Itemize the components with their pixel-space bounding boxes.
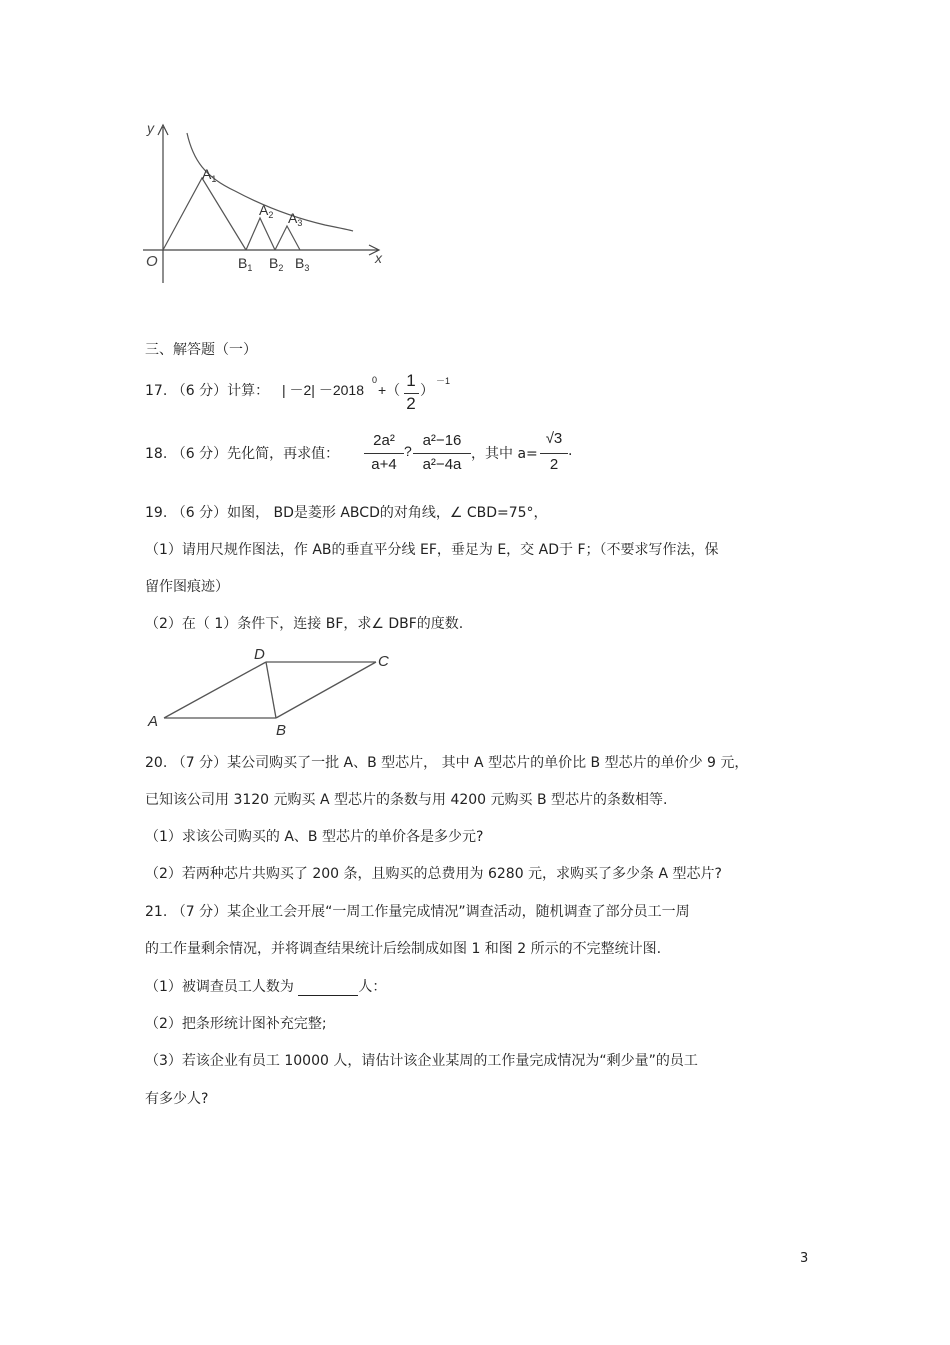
- q18-f1-denominator: a+4: [371, 456, 397, 473]
- q20-line-2: 已知该公司用 3120 元购买 A 型芯片的条数与用 4200 元购买 B 型芯片的条数相等.: [145, 792, 668, 808]
- q17-fraction-denominator: 2: [406, 394, 416, 413]
- edge-ad: [164, 662, 266, 718]
- q18-f1-numerator: 2a²: [373, 432, 395, 449]
- q21-line-4: （2）把条形统计图补充完整;: [145, 1016, 327, 1032]
- q18-f3-denominator: 2: [549, 456, 559, 473]
- q18-f2-numerator: a²−16: [422, 432, 462, 449]
- diagonal-bd: [266, 662, 276, 718]
- q21-line-6: 有多少人?: [145, 1091, 209, 1107]
- figure-hyperbola-triangles: [135, 115, 395, 290]
- q18-f3-numerator: √3: [545, 430, 563, 447]
- q17-expression: | －2| －2018: [282, 382, 364, 398]
- q17-exponent-zero: 0: [372, 375, 378, 385]
- q21-line-2: 的工作量剩余情况，并将调查结果统计后绘制成如图 1 和图 2 所示的不完整统计图.: [145, 941, 662, 957]
- triangle-2: [246, 218, 275, 250]
- q17-exponent-neg1: －1: [436, 376, 451, 386]
- q19-line-3: 留作图痕迹）: [145, 579, 229, 595]
- q17-plus-paren: +（: [378, 382, 401, 398]
- q18-f2-denominator: a²−4a: [422, 456, 462, 473]
- page-number: 3: [800, 1251, 809, 1266]
- vertex-a-label: A: [148, 713, 159, 730]
- q18-end: .: [568, 443, 573, 459]
- q17-fraction-numerator: 1: [406, 371, 416, 390]
- q19-line-2: （1）请用尺规作图法，作 AB的垂直平分线 EF，垂足为 E，交 AD于 F；（不要求写作法，保: [145, 542, 719, 558]
- vertex-d-label: D: [254, 646, 265, 663]
- edge-bc: [276, 662, 376, 718]
- origin-label: O: [146, 253, 158, 270]
- point-a3-label: $A_3$: [288, 210, 303, 228]
- q21-line-3: [145, 976, 386, 996]
- y-axis-label: y: [147, 120, 154, 136]
- vertex-b-label: B: [276, 722, 287, 739]
- q21-line-5: （3）若该企业有员工 10000 人，请估计该企业某周的工作量完成情况为“剩少量”的员工: [145, 1053, 698, 1069]
- triangle-1: [163, 178, 246, 250]
- triangle-3: [275, 226, 300, 250]
- q20-line-4: （2）若两种芯片共购买了 200 条，且购买的总费用为 6280 元，求购买了多少条 A 型芯片?: [145, 866, 722, 882]
- q17-close-paren: ）: [420, 382, 434, 398]
- q18-prefix: 18. （6 分）先化简，再求值：: [145, 446, 340, 462]
- q19-line-1: 19. （6 分）如图， BD是菱形 ABCD的对角线，∠ CBD=75°，: [145, 505, 548, 521]
- point-b1-label: $B_1$: [238, 255, 253, 273]
- x-axis-label: x: [375, 250, 382, 266]
- q18-f2-bar: [413, 453, 471, 454]
- q21-line-1: 21. （7 分）某企业工会开展“一周工作量完成情况”调查活动，随机调查了部分员工一周: [145, 904, 690, 920]
- q18-operator: ?: [404, 443, 412, 459]
- q21-line-3-unit: 人：: [358, 979, 387, 995]
- q18-f3-bar: [540, 453, 568, 454]
- q20-line-3: （1）求该公司购买的 A、B 型芯片的单价各是多少元?: [145, 829, 484, 845]
- q19-line-4: （2）在（ 1）条件下，连接 BF，求∠ DBF的度数.: [145, 616, 464, 632]
- q21-line-3-text: （1）被调查员工人数为: [145, 979, 294, 995]
- point-a1-label: $A_1$: [202, 166, 217, 184]
- q17-prefix: 17. （6 分）计算：: [145, 383, 270, 399]
- q18-condition: ，其中 a=: [471, 446, 538, 462]
- section-heading: 三、解答题（一）: [145, 342, 257, 358]
- q20-line-1: 20. （7 分）某公司购买了一批 A、B 型芯片， 其中 A 型芯片的单价比 B 型芯片的单价少 9 元，: [145, 755, 749, 771]
- point-b2-label: $B_2$: [269, 255, 284, 273]
- q18-f1-bar: [364, 453, 404, 454]
- vertex-c-label: C: [378, 653, 389, 670]
- point-a2-label: $A_2$: [259, 202, 274, 220]
- point-b3-label: $B_3$: [295, 255, 310, 273]
- q21-answer-blank: [298, 981, 358, 996]
- figure-rhombus-abcd: [140, 642, 400, 742]
